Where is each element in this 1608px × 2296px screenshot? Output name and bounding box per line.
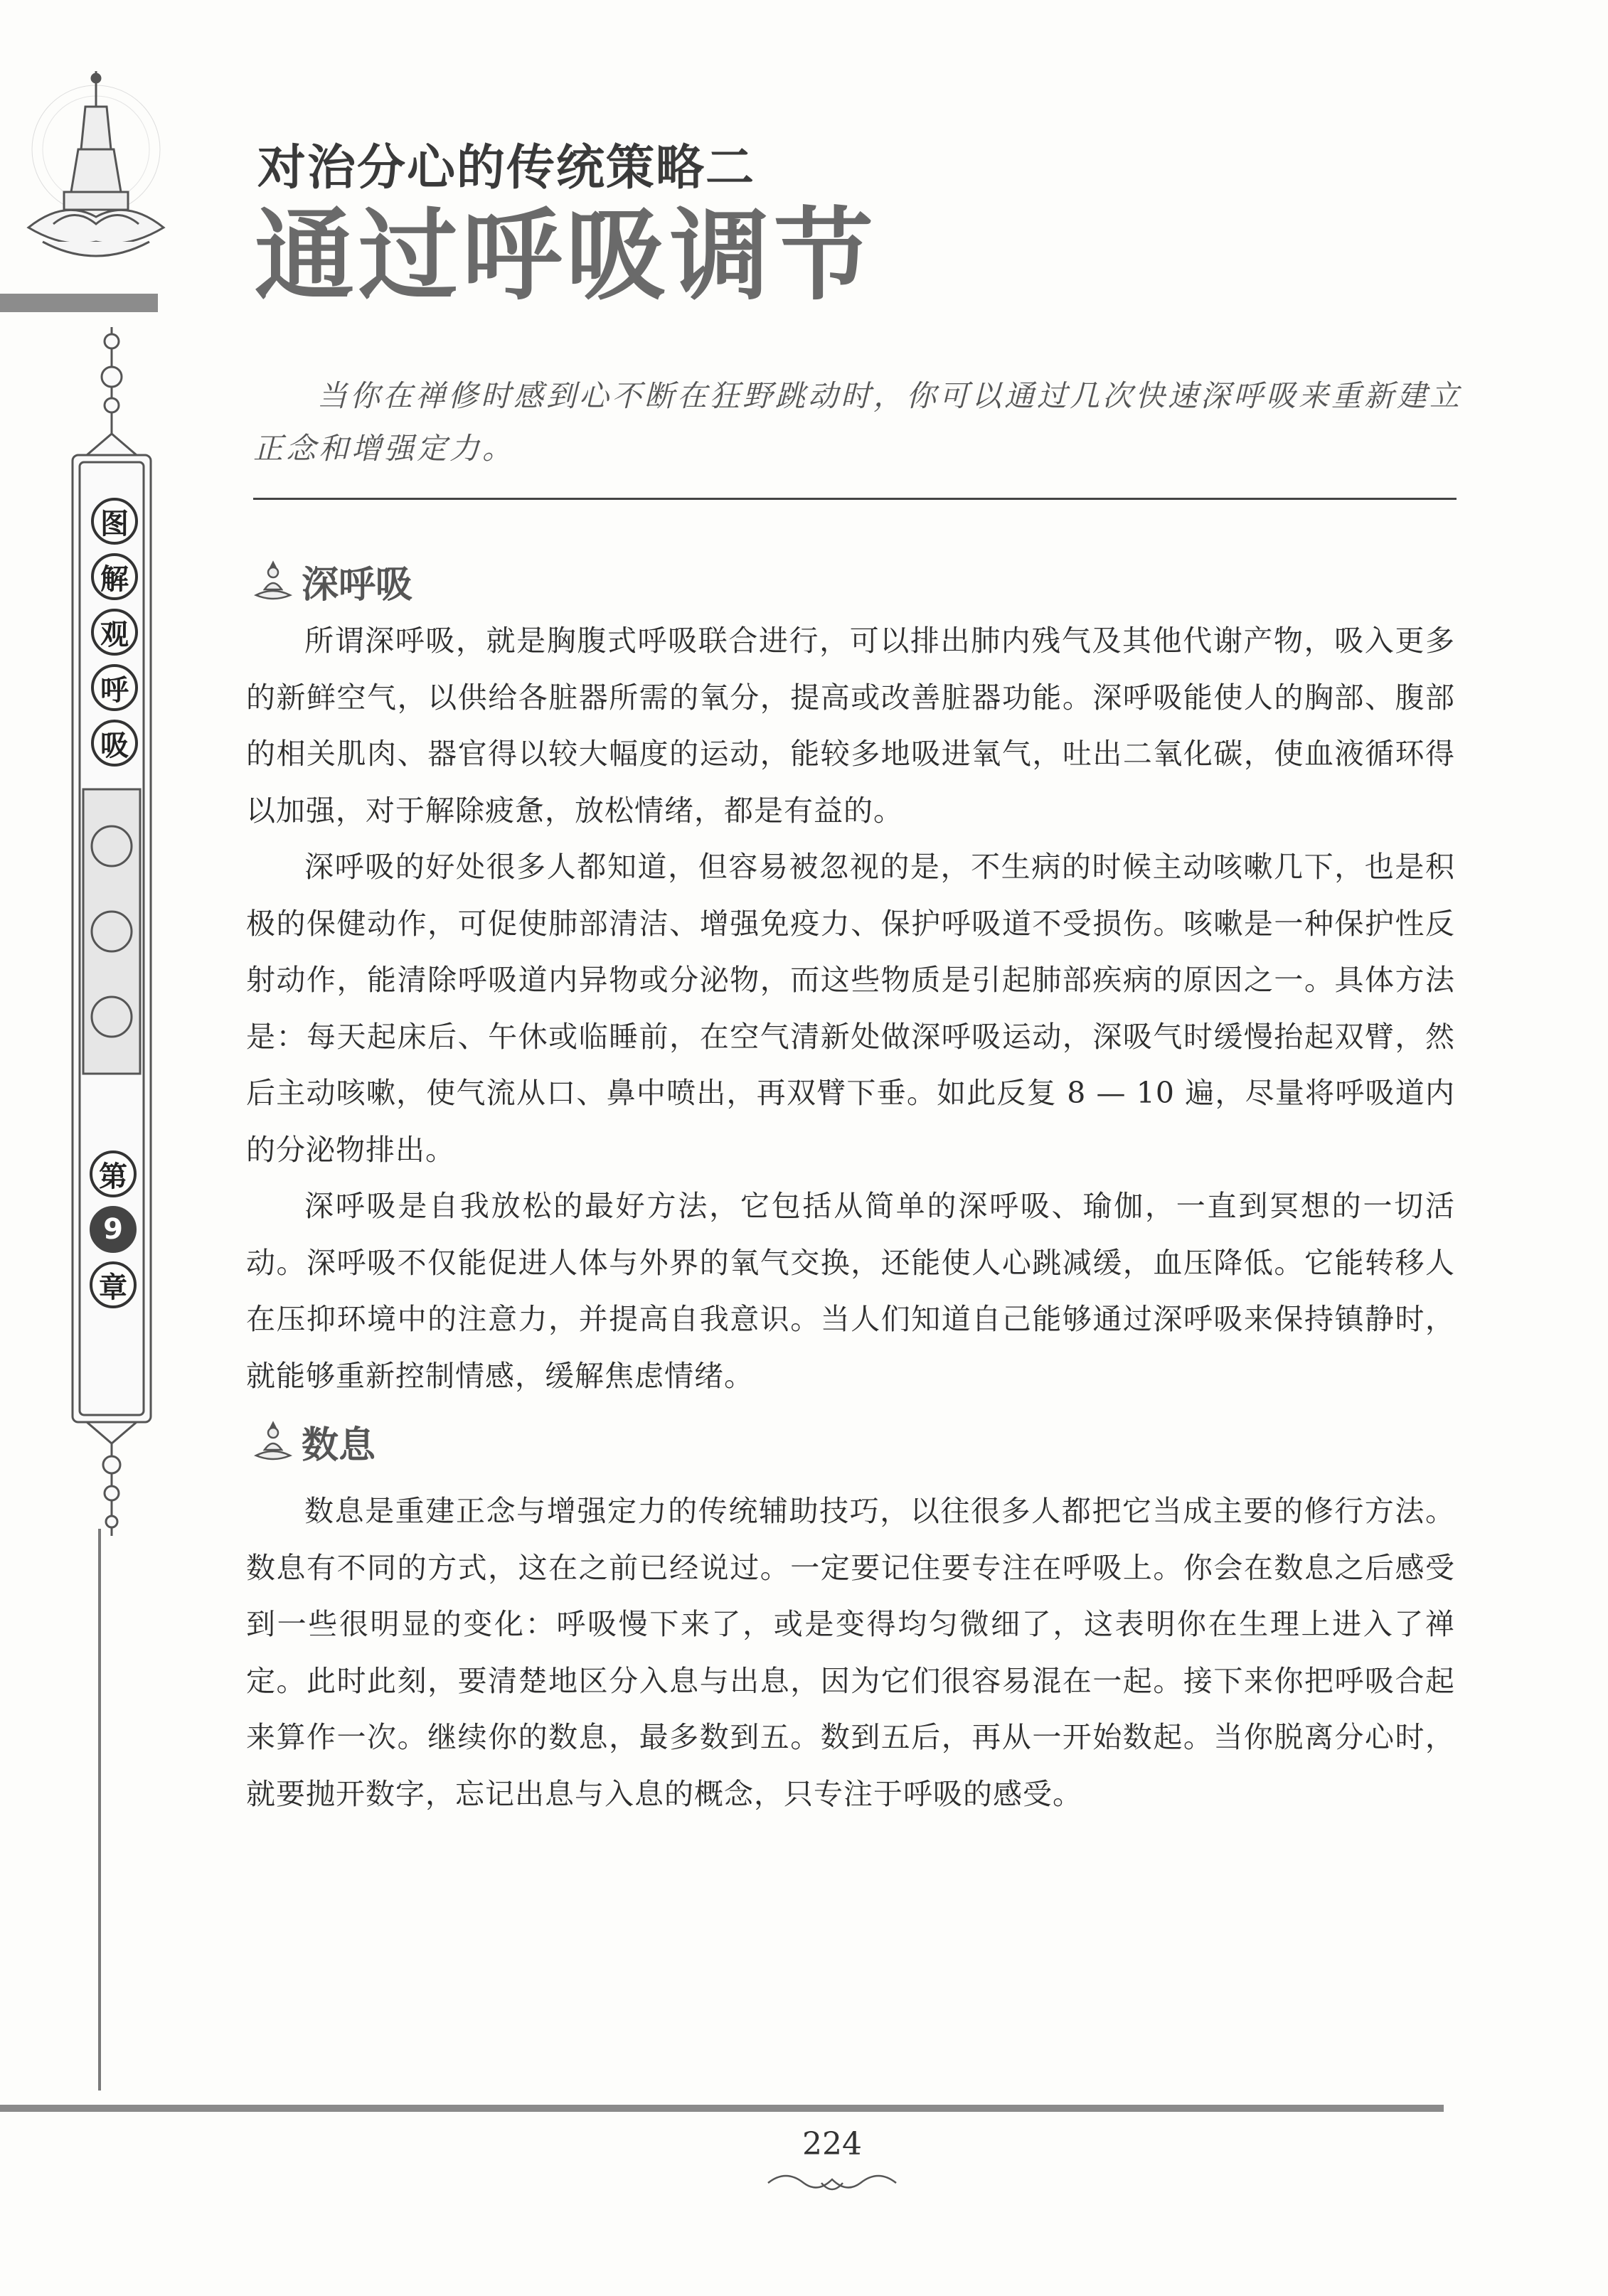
- page-title: 通过呼吸调节: [255, 198, 878, 314]
- chapter-char: 章: [90, 1261, 137, 1308]
- book-title-char: 吸: [91, 720, 138, 767]
- book-title-char: 呼: [91, 664, 138, 711]
- paragraph: 数息是重建正念与增强定力的传统辅助技巧，以往很多人都把它当成主要的修行方法。数息有不同的方式，这在之前已经说过。一定要记住要专注在呼吸上。你会在数息之后感受到一些很明显的变化：呼吸慢下来了，或是变得均匀微细了，这表明你在生理上进入了禅定。此时此刻，要清楚地区分入息与出息，因为它们很容易混在一起。接下来你把呼吸合起来算作一次。继续你的数息，最多数到五。数到五后，再从一开始数起。当你脱离分心时，就要抛开数字，忘记出息与入息的概念，只专注于呼吸的感受。: [246, 1494, 1455, 1811]
- page-number-flourish: [765, 2169, 900, 2197]
- header-band: [0, 294, 158, 312]
- paragraph: 深呼吸的好处很多人都知道，但容易被忽视的是，不生病的时候主动咳嗽几下，也是积极的保健动作，可促使肺部清洁、增强免疫力、保护呼吸道不受损伤。咳嗽是一种保护性反射动作，能清除呼吸道内异物或分泌物，而这些物质是引起肺部疾病的原因之一。具体方法是：每天起床后、午休或临睡前，在空气清新处做深呼吸运动，深吸气时缓慢抬起双臂，然后主动咳嗽，使气流从口、鼻中喷出，再双臂下垂。如此反复 8 — 10 遍，尽量将呼吸道内的分泌物排出。: [246, 850, 1455, 1167]
- chapter-label-vertical: [90, 1150, 135, 1317]
- book-title-char: 图: [91, 498, 138, 545]
- meditating-figure-icon: [253, 1420, 293, 1464]
- book-title-char: 解: [91, 553, 138, 600]
- header-divider: [253, 498, 1457, 500]
- section-body-deep-breathing: [246, 613, 1455, 1404]
- section-body-counting-breaths: [246, 1483, 1455, 1822]
- section-title: 深呼吸: [302, 564, 413, 607]
- book-title-vertical: [91, 498, 137, 775]
- paragraph: 所谓深呼吸，就是胸腹式呼吸联合进行，可以排出肺内残气及其他代谢产物，吸入更多的新鲜空气，以供给各脏器所需的氧分，提高或改善脏器功能。深呼吸能使人的胸部、腹部的相关肌肉、器官得以较大幅度的运动，能较多地吸进氧气，吐出二氧化碳，使血液循环得以加强，对于解除疲惫，放松情绪，都是有益的。: [246, 624, 1455, 828]
- stupa-lotus-ornament: [14, 64, 178, 277]
- meditating-figure-icon: [253, 560, 293, 604]
- book-title-char: 观: [91, 609, 138, 656]
- paragraph: 深呼吸是自我放松的最好方法，它包括从简单的深呼吸、瑜伽，一直到冥想的一切活动。深呼吸不仅能促进人体与外界的氧气交换，还能使人心跳减缓，血压降低。它能转移人在压抑环境中的注意力，并提高自我意识。当人们知道自己能够通过深呼吸来保持镇静时，就能够重新控制情感，缓解焦虑情绪。: [246, 1189, 1455, 1393]
- section-heading-counting-breaths: [253, 1415, 376, 1468]
- section-heading-deep-breathing: [253, 555, 412, 608]
- footer-rule: [0, 2105, 1444, 2112]
- section-title: 数息: [302, 1424, 376, 1467]
- page-number: 224: [802, 2126, 862, 2162]
- page-subtitle: 对治分心的传统策略二: [257, 140, 756, 196]
- chapter-char: 第: [90, 1150, 137, 1197]
- margin-vertical-line: [98, 1529, 101, 2091]
- intro-paragraph: 当你在禅修时感到心不断在狂野跳动时，你可以通过几次快速深呼吸来重新建立正念和增强定力。: [253, 378, 1463, 466]
- chapter-number: 9: [90, 1206, 137, 1253]
